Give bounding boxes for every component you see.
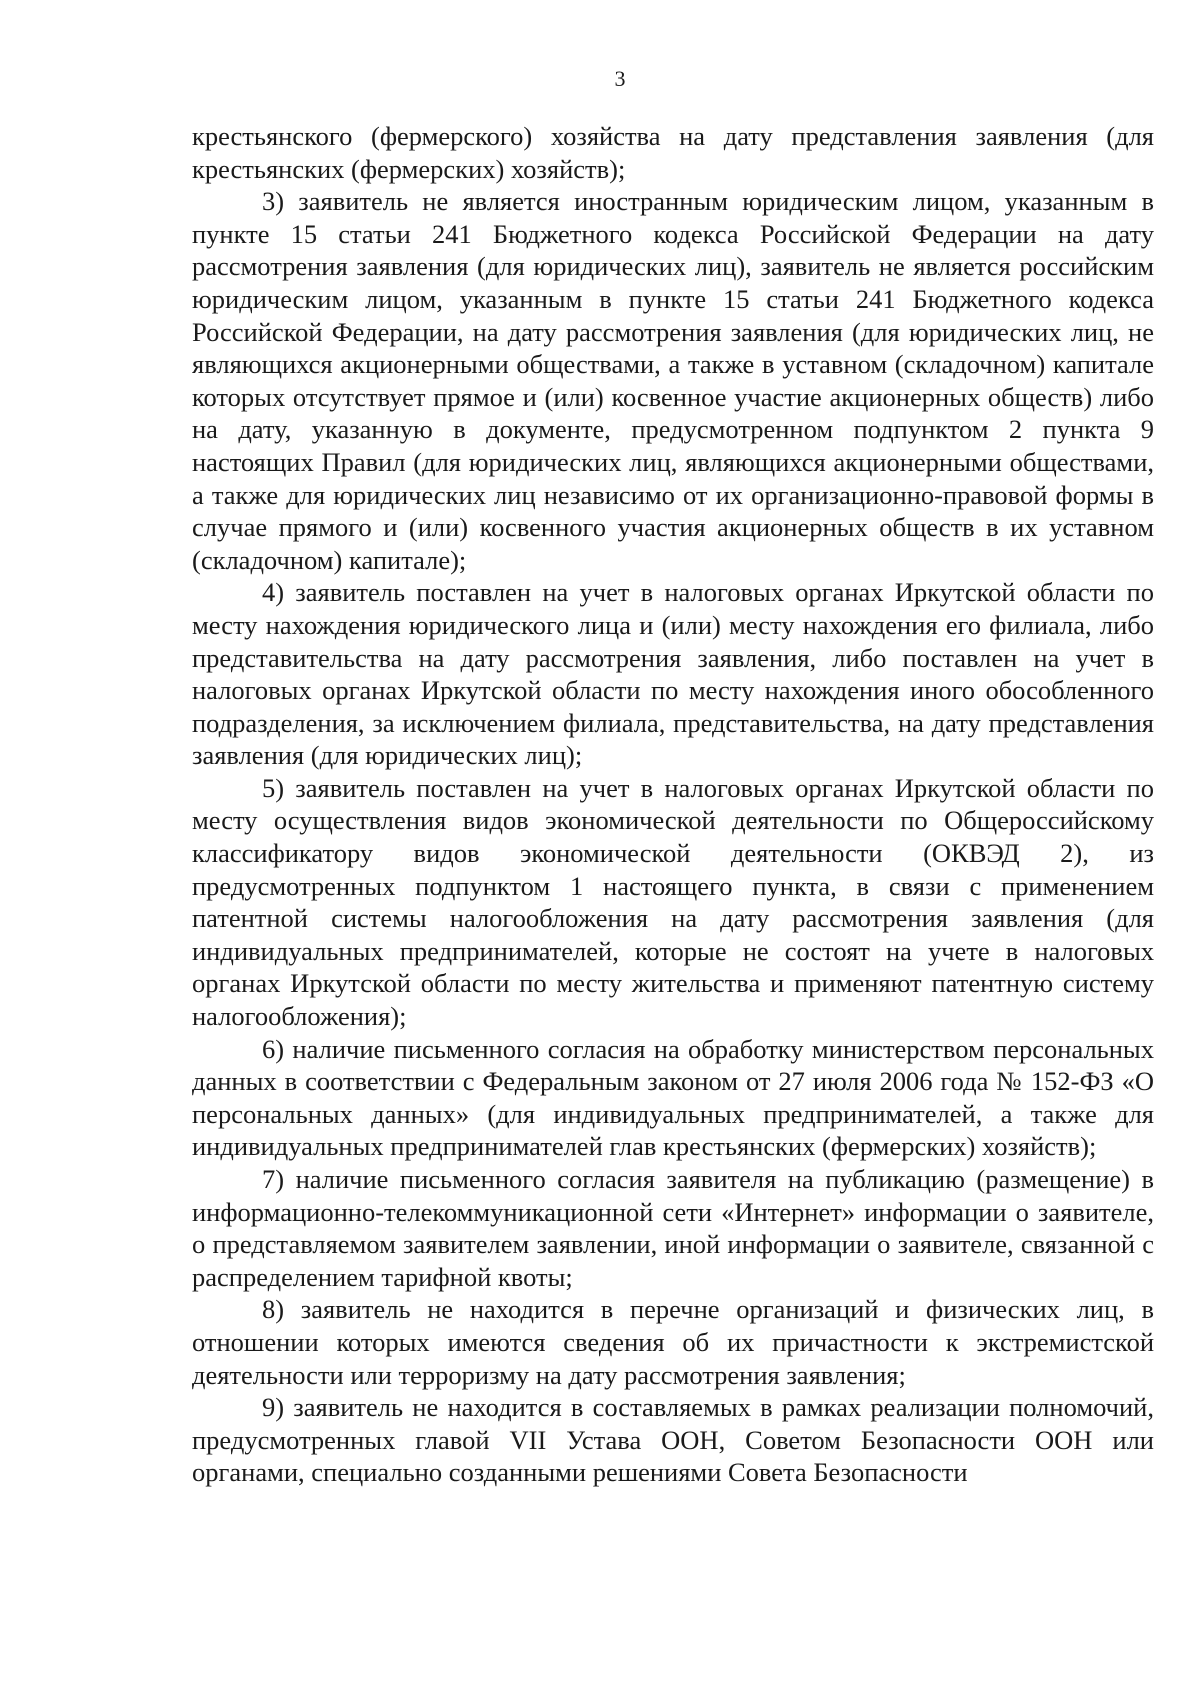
page-number: 3 — [614, 66, 626, 91]
paragraph-item-5: 5) заявитель поставлен на учет в налоговых органах Иркутской области по месту осуществления видов экономической деятельности по Общероссийскому классификатору видов экономической деятельности (ОКВЭД 2), из предусмотренных подпунктом 1 настоящего пункта, в связи с применением патентной системы налогообложения на дату рассмотрения заявления (для индивидуальных предпринимателей, которые не состоят на учете в налоговых органах Иркутской области по месту жительства и применяют патентную систему налогообложения); — [192, 772, 1154, 1032]
paragraph-continuation: крестьянского (фермерского) хозяйства на дату представления заявления (для крестьянских (фермерских) хозяйств); — [192, 121, 1154, 184]
paragraph-item-6: 6) наличие письменного согласия на обработку министерством персональных данных в соответствии с Федеральным законом от 27 июля 2006 года № 152-ФЗ «О персональных данных» (для индивидуальных предпринимателей, а также для индивидуальных предпринимателей глав крестьянских (фермерских) хозяйств); — [192, 1033, 1154, 1162]
paragraph-item-4: 4) заявитель поставлен на учет в налоговых органах Иркутской области по месту нахождения юридического лица и (или) месту нахождения его филиала, либо представительства на дату рассмотрения заявления, либо поставлен на учет в налоговых органах Иркутской области по месту нахождения иного обособленного подразделения, за исключением филиала, представительства, на дату представления заявления (для юридических лиц); — [192, 577, 1154, 771]
paragraph-item-3: 3) заявитель не является иностранным юридическим лицом, указанным в пункте 15 статьи 241 Бюджетного кодекса Российской Федерации на дату рассмотрения заявления (для юридических лиц), заявитель не является российским юридическим лицом, указанным в пункте 15 статьи 241 Бюджетного кодекса Российской Федерации, на дату рассмотрения заявления (для юридических лиц, не являющихся акционерными обществами, а также в уставном (складочном) капитале которых отсутствует прямое и (или) косвенное участие акционерных обществ) либо на дату, указанную в документе, предусмотренном подпунктом 2 пункта 9 настоящих Правил (для юридических лиц, являющихся акционерными обществами, а также для юридических лиц независимо от их организационно-правовой формы в случае прямого и (или) косвенного участия акционерных обществ в их уставном (складочном) капитале); — [192, 186, 1154, 575]
paragraph-item-7: 7) наличие письменного согласия заявителя на публикацию (размещение) в информационно-телекоммуникационной сети «Интернет» информации о заявителе, о представляемом заявителем заявлении, иной информации о заявителе, связанной с распределением тарифной квоты; — [192, 1164, 1154, 1292]
paragraph-item-9: 9) заявитель не находится в составляемых в рамках реализации полномочий, предусмотренных главой VII Устава ООН, Советом Безопасности ООН или органами, специально созданными решениями Совета Безопасности — [192, 1392, 1154, 1488]
document-body — [192, 120, 1154, 1489]
paragraph-item-8: 8) заявитель не находится в перечне организаций и физических лиц, в отношении которых имеются сведения об их причастности к экстремистской деятельности или терроризму на дату рассмотрения заявления; — [192, 1294, 1154, 1390]
